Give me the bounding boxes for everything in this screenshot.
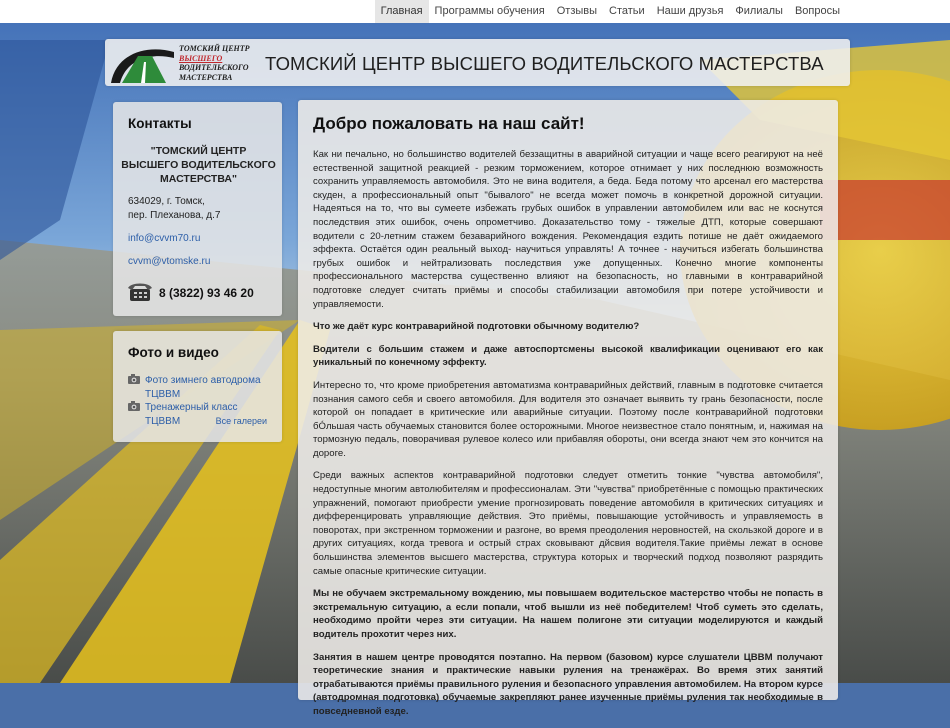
site-title: ТОМСКИЙ ЦЕНТР ВЫСШЕГО ВОДИТЕЛЬСКОГО МАСТЕРСТВА (265, 53, 824, 74)
nav-item-reviews[interactable]: Отзывы (556, 5, 598, 17)
article-paragraph: Водители с большим стажем и даже автоспортсмены высокой квалификации оценивают его как уникальный по конечному эффекту. (313, 343, 823, 369)
main-content (298, 100, 838, 717)
all-galleries-link[interactable]: Все галереи (215, 416, 267, 426)
top-navigation (0, 0, 950, 23)
address: 634029, г. Томск, пер. Плеханова, д.7 (128, 196, 221, 221)
email-link-info[interactable]: info@cvvm70.ru (128, 233, 201, 244)
nav-item-branches[interactable]: Филиалы (735, 5, 783, 17)
article-body (313, 148, 823, 728)
camera-icon (128, 401, 140, 411)
nav-item-friends[interactable]: Наши друзья (656, 5, 724, 17)
article-paragraph: Мы не обучаем экстремальному вождению, мы повышаем водительское мастерство чтобы не попасть в экстремальную ситуацию, а если попали, чтоб вышли из неё победителем! Чтоб суметь это сделать, необходимо пройти через эти ситуации. На нашем полигоне эти ситуации моделируются и каждый водитель прохотит через них. (313, 588, 823, 640)
media-heading: Фото и видео (128, 345, 219, 360)
article-paragraph: Как ни печально, но большинство водителей беззащитны в аварийной ситуации и чаще всего реагируют на неё естественной защитной реакцией - резким торможением, которое отнимает у них последнюю возможность сохранить управляемость автомобиля. Это не вина водителя, а беда. Беда потому что арсенал его мастерства скуден, а профессиональный опыт "бывалого" не всегда может помочь в конкретной дорожной ситуации. Надеяться на то, что вы сумеете избежать грубых ошибок в управлении автомобилем или вас не коснутся последствия этих ошибок, очень опрометчиво. Доказательство тому - тяжелые ДТП, которые совершают водители с 20-летним стажем безаварийного вождения. Рекомендация ездить потише не даёт ожидаемого эффекта. Остаётся один реальный выход- научиться управлять! А точнее - научиться избегать большинства грубых ошибок и нейтрализовать последствия уже допущенных. Конечно многие компоненты профессионального мастерства существенно влияют на безопасность, но главными в контраварийной подготовке следует считать приёмы и способы стабилизации автомобиля при потере устойчивости и управляемости. (313, 149, 823, 310)
nav-item-programs[interactable]: Программы обучения (434, 5, 545, 17)
nav-item-articles[interactable]: Статьи (609, 5, 645, 17)
article-paragraph: Среди важных аспектов контраварийной подготовки следует отметить тонкие "чувства автомобиля", недоступные многим автолюбителям и профессионалам. Эти "чувства" приобретённые с помощью практических упражнений, помогают приобрести умение прогнозировать поведение автомобиля в критических ситуациях и дифференцировать управляющие действия. Это приёмы, повышающие устойчивость и управляемость в поворотах, при экстренном торможении и разгоне, во время преодоления неровностей, на скользкой дороге и в других ситуациях, когда тревога и острый страх сковывают дйсвия водителя.Такие приёмы лежат в основе большинства элементов высшего мастерства, структура которых и творческий подход позволяют разрядить самые опасные критические ситуации. (313, 470, 823, 577)
nav-item-questions[interactable]: Вопросы (794, 5, 840, 17)
site-logo[interactable] (108, 42, 258, 84)
page-title: Добро пожаловать на наш сайт! (313, 114, 585, 133)
organization-name: "ТОМСКИЙ ЦЕНТР ВЫСШЕГО ВОДИТЕЛЬСКОГО МАСТЕРСТВА" (121, 145, 276, 185)
phone-number: 8 (3822) 93 46 20 (159, 286, 254, 300)
logo-wordmark: ТОМСКИЙ ЦЕНТР ВЫСШЕГО ВОДИТЕЛЬСКОГО МАСТЕРСТВА (179, 44, 250, 82)
contacts-heading: Контакты (128, 116, 192, 131)
article-paragraph: Занятия в нашем центре проводятся поэтапно. На первом (базовом) курсе слушатели ЦВВМ получают теоретические знания и практические навыки руления на тренажёрах. Во время этих занятий отрабатываются приёмы правильного руления и безопасного управления автомобилем. На втором курсе (автодромная подготовка) обучаемые закрепляют ранее изученные приёмы руления так необходимые в повседневной езде. (313, 651, 823, 717)
nav-item-home[interactable]: Главная (375, 0, 429, 23)
article-paragraph: Что же даёт курс контраварийной подготовки обычному водителю? (313, 321, 640, 333)
email-link-cvvm[interactable]: cvvm@vtomske.ru (128, 256, 211, 267)
telephone-icon (127, 280, 153, 302)
article-paragraph: Интересно то, что кроме приобретения автоматизма контраварийных действий, главным в подготовке считается познания самого себя и своего автомобиля. Для водителя это означает выявить ту грань безопасности, после которой он попадает в критические или аварийные ситуации. Поэтому после контраварийной подготовки бÓльшая часть обучаемых становится более осторожными. Многое неизвестное стало понятным, и, нажимая на тормозную педаль, поворачивая рулевое колесо или прибавляя обороты, они всегда знают чем это кончится на дороге. (313, 379, 823, 459)
contacts-panel (113, 102, 282, 316)
camera-icon (128, 374, 140, 384)
media-panel: Фото и видео Фото зимнего автодрома ТЦВВМ Тренажерный класс ТЦВВМ Все галереи (113, 331, 282, 442)
road-arch-logo-icon (108, 42, 178, 84)
site-header (105, 39, 850, 86)
